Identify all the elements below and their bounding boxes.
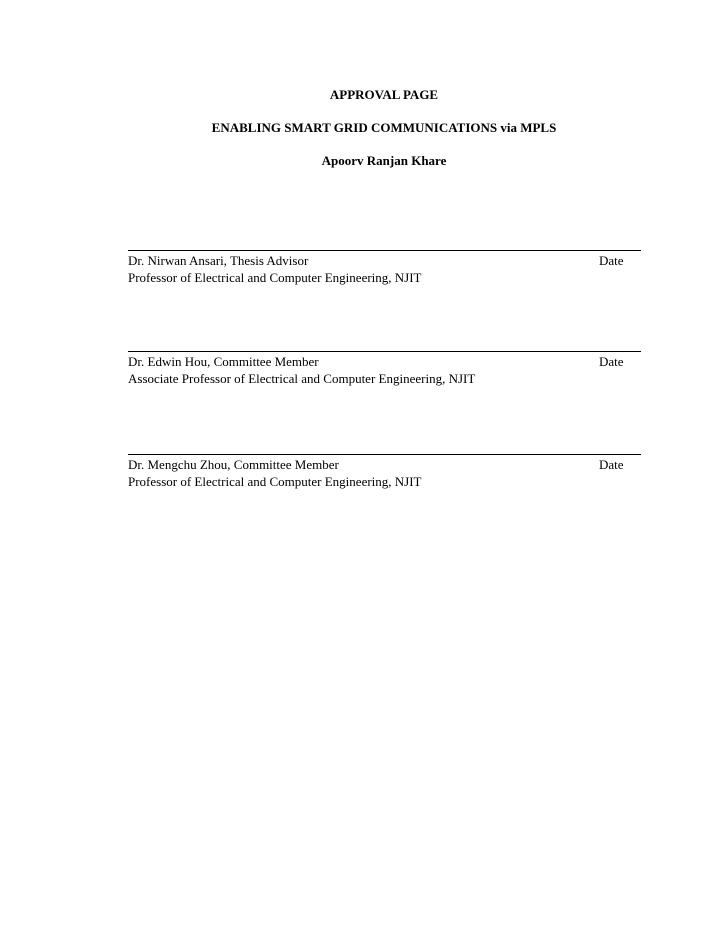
thesis-title: ENABLING SMART GRID COMMUNICATIONS via MPLS (211, 120, 557, 135)
page-title: APPROVAL PAGE (329, 87, 439, 102)
signatory-name: Dr. Nirwan Ansari, Thesis Advisor (128, 253, 309, 268)
signatory-title: Professor of Electrical and Computer Engineering, NJIT (128, 474, 422, 489)
signatory-title: Associate Professor of Electrical and Computer Engineering, NJIT (128, 371, 476, 386)
signatory-name: Dr. Edwin Hou, Committee Member (128, 354, 319, 369)
signatory-title: Professor of Electrical and Computer Engineering, NJIT (128, 270, 422, 285)
date-label: Date (599, 457, 624, 472)
date-label: Date (599, 253, 624, 268)
date-label: Date (599, 354, 624, 369)
signatory-name: Dr. Mengchu Zhou, Committee Member (128, 457, 339, 472)
signature-line (128, 250, 641, 251)
signature-line (128, 351, 641, 352)
signature-line (128, 454, 641, 455)
author-name: Apoorv Ranjan Khare (321, 153, 447, 168)
